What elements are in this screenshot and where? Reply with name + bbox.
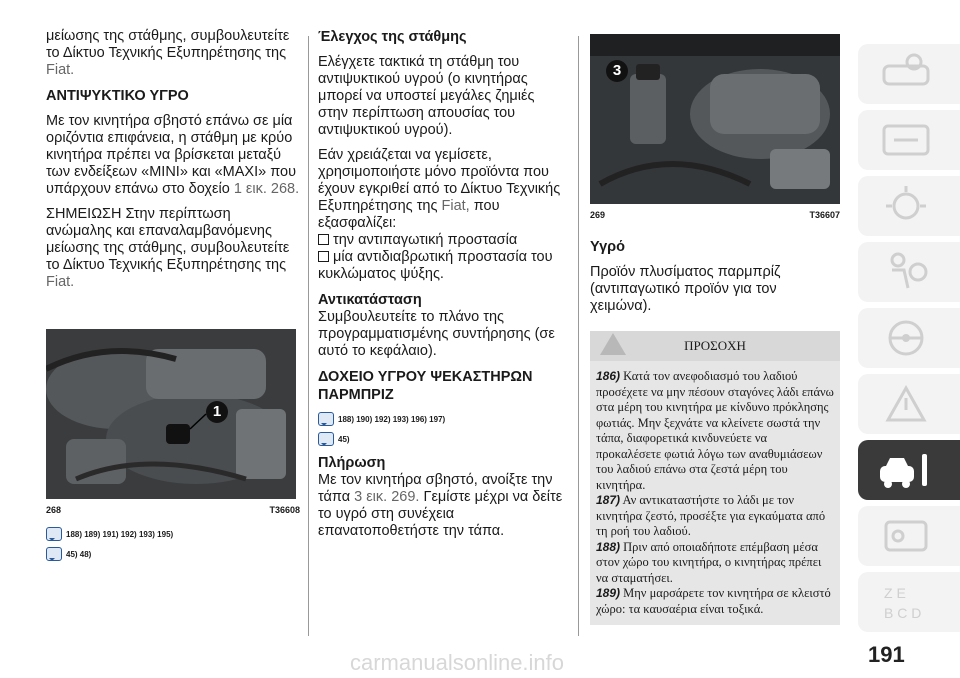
watermark: carmanualsonline.info [350,650,565,675]
svg-text:B C D: B C D [884,605,922,621]
lights-icon [876,184,936,228]
topup-paragraph: Εάν χρειάζεται να γεμίσετε, χρησιμοποιήστε μόνο προϊόντα που έχουν εγκριθεί από το Δίκτυο Τεχνικής Εξυπηρέτησης της Fiat, που εξασφαλίζει: [318,147,561,231]
dashboard-icon [876,118,936,162]
warning-item: 186) Κατά τον ανεφοδιασμό του λαδιού προσέχετε να μην πέσουν σταγόνες λάδι επάνω στα μέρη του κινητήρα με κίνδυνο πρόκλησης φωτιάς. Μην ξεχνάτε να κλείνετε σωστά την τάπα, διαφορετικά κινδυνεύετε να προκαλέσετε φωτιά λόγω των αναθυμιάσεων του λαδιού επάνω στα ζεστά μέρη του κινητήρα. [596,369,834,492]
warning-box [590,331,840,625]
column-divider-1 [308,36,309,636]
tab-airbag[interactable] [858,242,960,302]
heading-washer-tank: ΔΟΧΕΙΟ ΥΓΡΟΥ ΨΕΚΑΣΤΗΡΩΝ ΠΑΡΜΠΡΙΖ [318,369,533,403]
callout-1: 1 [206,401,228,423]
car-info-icon [876,52,936,96]
caution-refs-2: 45) [318,432,568,446]
filling-paragraph: Με τον κινητήρα σβηστό, ανοίξτε την τάπα 3 εικ. 269. Γεμίστε μέχρι να δείτε το υγρό στη συνέχεια επανατοποθετήστε την τάπα. [318,472,563,539]
index-letters-icon [876,580,936,624]
figure-268-photo [46,329,296,499]
tab-maintenance[interactable] [858,440,960,500]
figure-269-photo [590,34,840,204]
tab-dashboard[interactable] [858,110,960,170]
checkbox-bullet-icon [318,251,329,262]
warning-triangle-icon [600,333,626,355]
bullet-item: την αντιπαγωτική προστασία [318,232,568,249]
heading-level-check: Έλεγχος της στάθμης [318,29,467,45]
replacement-paragraph: Συμβουλευτείτε το πλάνο της προγραμματισμένης συντήρησης (σε αυτό το κεφάλαιο). [318,309,555,359]
level-check-paragraph: Ελέγχετε τακτικά τη στάθμη του αντιψυκτικού υγρού (ο κινητήρας μπορεί να υποστεί μεγάλες ζημιές στην περίπτωση απουσίας του αντιψυκτικού υγρού). [318,54,535,138]
tab-starting[interactable] [858,308,960,368]
column-1 [46,28,300,561]
warning-item: 189) Μην μαρσάρετε τον κινητήρα σε κλειστό χώρο: τα καυσαέρια είναι τοξικά. [596,586,831,616]
figure-268-caption: 268 T36608 [46,505,300,515]
callout-3: 3 [606,60,628,82]
steering-wheel-icon [876,316,936,360]
caution-bubble-icon [46,547,62,561]
heading-filling: Πλήρωση [318,455,386,471]
bullet-item: μία αντιδιαβρωτική προστασία του κυκλώματος ψύξης. [318,249,553,282]
warning-bubble-icon [318,412,334,426]
warning-header: ΠΡΟΣΟΧΗ [590,331,840,361]
caution-refs-1: 45) 48) [46,547,300,561]
section-heading-coolant: ΑΝΤΙΨΥΚΤΙΚΟ ΥΓΡΟ [46,88,189,104]
warning-body [590,361,840,625]
page-number: 191 [868,642,905,667]
coolant-paragraph: Με τον κινητήρα σβηστό επάνω σε μία οριζόντια επιφάνεια, η στάθμη με κρύο κινητήρα πρέπει να βρίσκεται μεταξύ των ενδείξεων «MINI» και «MAXI» που υπάρχουν επάνω στο δοχείο 1 εικ. 268. [46,113,300,197]
figure-269-caption: 269 T36607 [590,210,840,220]
coolant-note: ΣΗΜΕΙΩΣΗ Στην περίπτωση ανώμαλης και επαναλαμβανόμενης μείωσης της στάθμης, συμβουλευτείτε το Δίκτυο Τεχνικής Εξυπηρέτησης της Fiat. [46,206,290,290]
svg-text:Z E: Z E [884,585,906,601]
airbag-icon [876,250,936,294]
warning-refs-2: 188) 190) 192) 193) 196) 197) [318,412,568,426]
caution-bubble-icon [318,432,334,446]
tab-emergency[interactable] [858,374,960,434]
column-3 [590,28,840,625]
warning-item: 187) Αν αντικαταστήστε το λάδι με τον κινητήρα ζεστό, προσέξτε για εγκαύματα από τη ροή του λαδιού. [596,493,826,538]
checkbox-bullet-icon [318,234,329,245]
chapter-sidebar [858,0,960,678]
tab-technical-data[interactable] [858,506,960,566]
warning-item: 188) Πριν από οποιαδήποτε επέμβαση μέσα στον χώρο του κινητήρα, ο κινητήρας πρέπει να σταματήσει. [596,539,822,585]
car-wrench-icon [876,448,936,492]
column-divider-2 [578,36,579,636]
tab-index[interactable] [858,572,960,632]
column-2 [318,28,568,540]
emergency-icon [876,382,936,426]
intro-text: μείωσης της στάθμης, συμβουλευτείτε το Δίκτυο Τεχνικής Εξυπηρέτησης της Fiat. [46,28,290,78]
warning-refs-1: 188) 189) 191) 192) 193) 195) [46,527,300,541]
fluid-paragraph: Προϊόν πλυσίματος παρμπρίζ (αντιπαγωτικό προϊόν για τον χειμώνα). [590,264,781,314]
tab-lights[interactable] [858,176,960,236]
heading-fluid: Υγρό [590,239,625,255]
warning-bubble-icon [46,527,62,541]
heading-replacement: Αντικατάσταση [318,292,422,308]
technical-data-icon [876,514,936,558]
tab-car-info[interactable] [858,44,960,104]
